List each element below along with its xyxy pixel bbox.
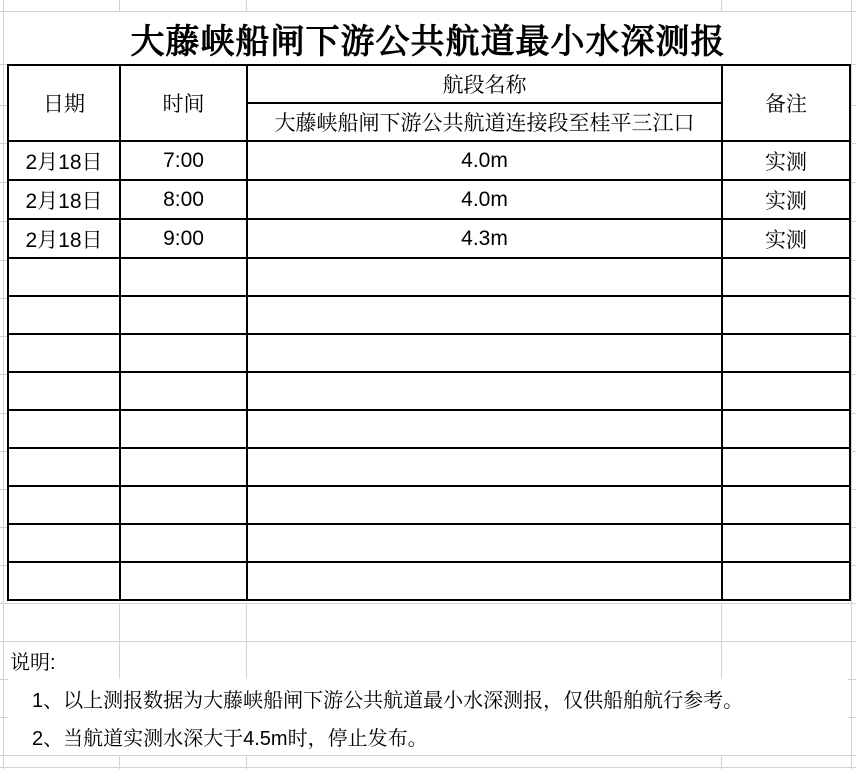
gridline — [0, 603, 856, 604]
empty-row — [8, 334, 850, 372]
report-table — [7, 64, 851, 601]
header-date: 日期 — [8, 65, 120, 141]
gridline — [0, 767, 856, 768]
header-remark: 备注 — [722, 65, 850, 141]
table-row — [8, 141, 850, 180]
empty-row — [8, 372, 850, 410]
cell-remark: 实测 — [722, 219, 850, 258]
page-title: 大藤峡船闸下游公共航道最小水深测报 — [8, 12, 848, 64]
empty-row — [8, 562, 850, 600]
gridline — [119, 0, 120, 11]
empty-row — [8, 296, 850, 334]
header-section: 航段名称 — [247, 65, 722, 103]
gridline — [119, 755, 120, 769]
note-item: 1、以上测报数据为大藤峡船闸下游公共航道最小水深测报，仅供船舶航行参考。 — [8, 679, 848, 717]
gridline — [246, 0, 247, 11]
cell-depth: 4.0m — [247, 180, 722, 219]
notes-label: 说明: — [10, 651, 56, 674]
empty-row — [8, 410, 850, 448]
gridline — [0, 755, 856, 756]
table-row — [8, 180, 850, 219]
cell-time: 8:00 — [120, 180, 247, 219]
empty-row — [8, 258, 850, 296]
gridline — [246, 755, 247, 769]
cell-time: 7:00 — [120, 141, 247, 180]
table-row — [8, 219, 850, 258]
cell-remark: 实测 — [722, 180, 850, 219]
empty-row — [8, 486, 850, 524]
cell-depth: 4.3m — [247, 219, 722, 258]
gridline — [721, 755, 722, 769]
cell-depth: 4.0m — [247, 141, 722, 180]
empty-row — [8, 448, 850, 486]
cell-date: 2月18日 — [8, 219, 120, 258]
cell-date: 2月18日 — [8, 180, 120, 219]
header-time: 时间 — [120, 65, 247, 141]
empty-row — [8, 524, 850, 562]
note-item: 2、当航道实测水深大于4.5m时，停止发布。 — [8, 717, 848, 755]
header-section-sub: 大藤峡船闸下游公共航道连接段至桂平三江口 — [247, 103, 722, 141]
cell-date: 2月18日 — [8, 141, 120, 180]
cell-time: 9:00 — [120, 219, 247, 258]
cell-remark: 实测 — [722, 141, 850, 180]
gridline — [721, 0, 722, 11]
